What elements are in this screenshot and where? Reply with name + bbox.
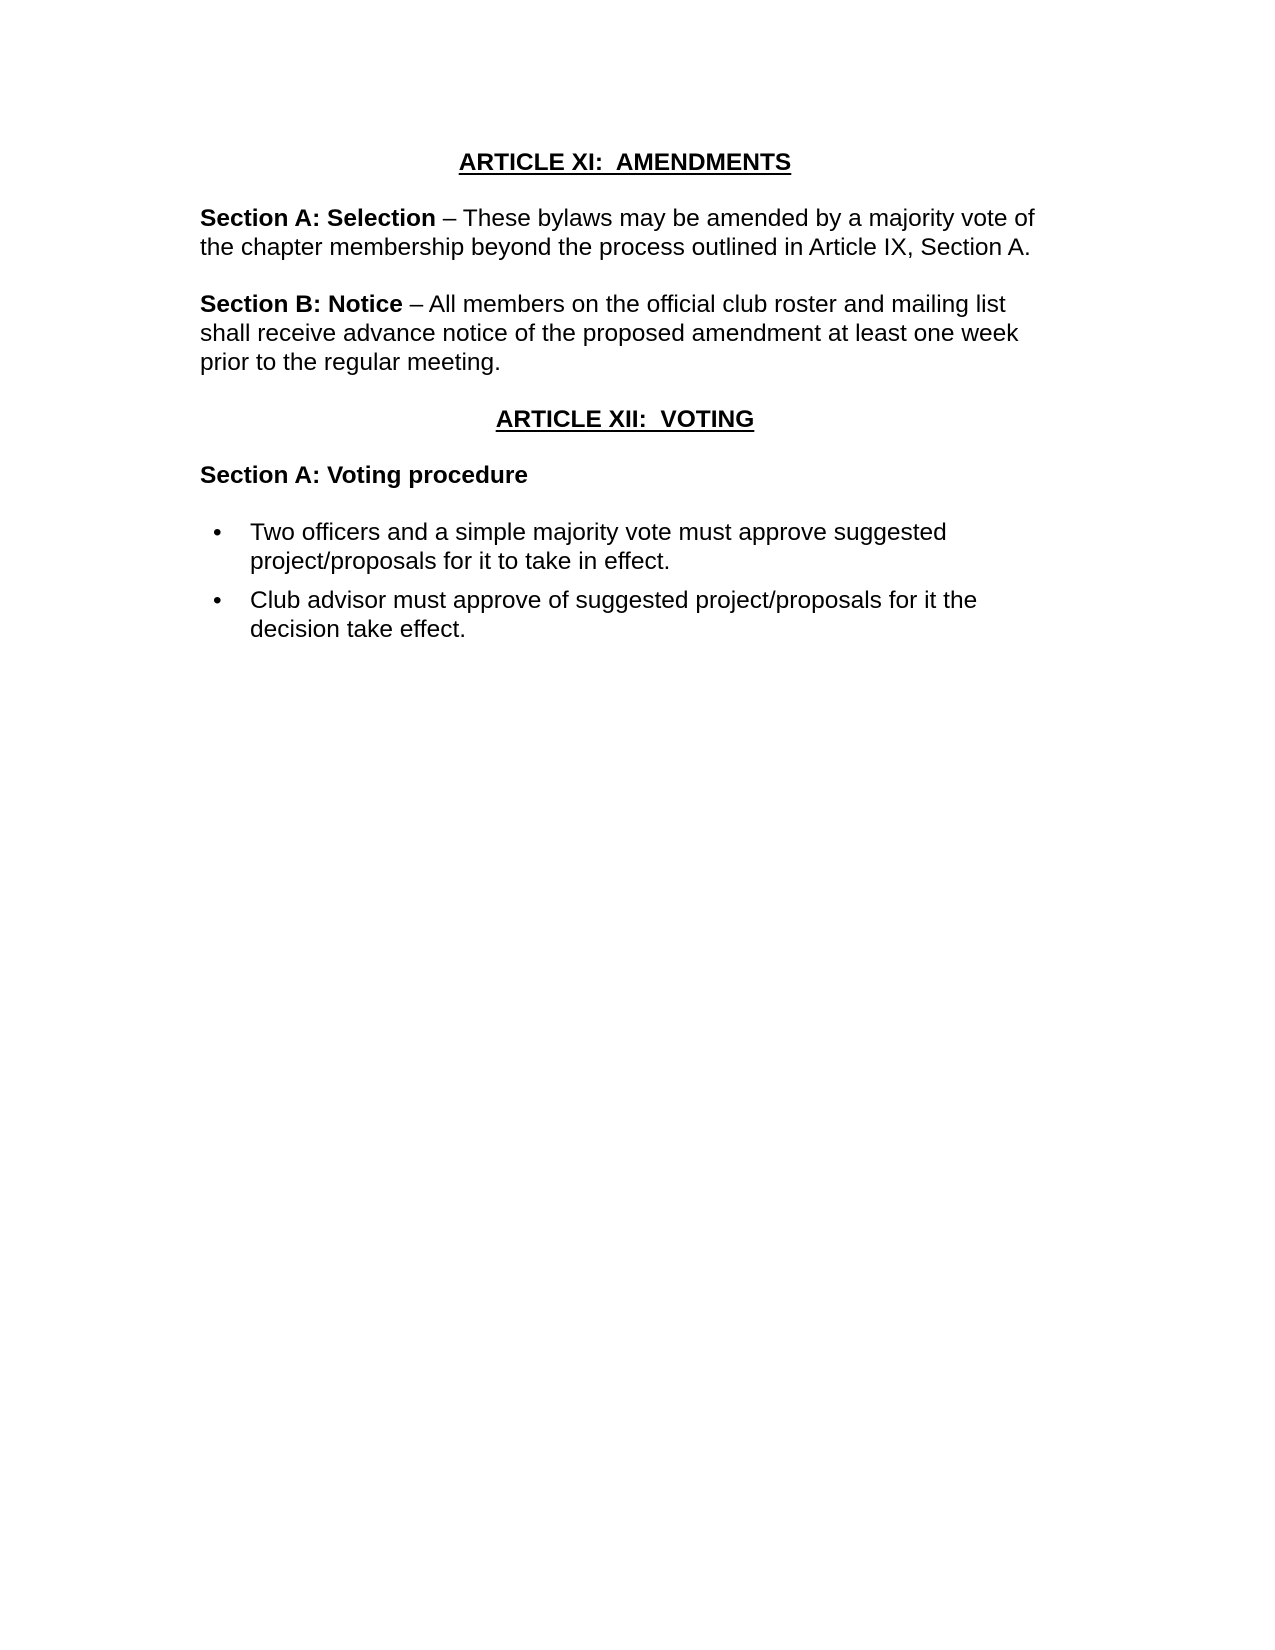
list-item-text: Two officers and a simple majority vote must approve suggested project/proposals for it to take in effect. (250, 519, 947, 575)
article-xi-section-a (200, 204, 1050, 262)
article-xii-heading: ARTICLE XII: VOTING (495, 406, 755, 433)
section-b-notice-label: Section B: Notice (200, 291, 403, 318)
section-a-voting-procedure-label: Section A: Voting procedure (200, 462, 529, 489)
article-xi-heading: ARTICLE XI: AMENDMENTS (458, 149, 792, 176)
list-item-text: Club advisor must approve of suggested project/proposals for it the decision take effect. (250, 587, 978, 643)
bullet-icon: • (213, 587, 222, 614)
list-item (200, 518, 1020, 576)
section-a-selection-label: Section A: Selection (200, 205, 436, 232)
document-page (200, 148, 1050, 654)
list-item (200, 586, 1020, 644)
article-xii-section-a (200, 461, 1050, 490)
section-b-notice-text: – All members on the official club roster and mailing list shall receive advance notice of the proposed amendment at least one week prior to the regular meeting. (200, 291, 1019, 376)
article-xi-section-b (200, 290, 1050, 377)
bullet-icon: • (213, 519, 222, 546)
voting-procedure-list (200, 518, 1050, 644)
section-a-selection-text: – These bylaws may be amended by a majority vote of the chapter membership beyond the process outlined in Article IX, Section A. (200, 205, 1035, 261)
